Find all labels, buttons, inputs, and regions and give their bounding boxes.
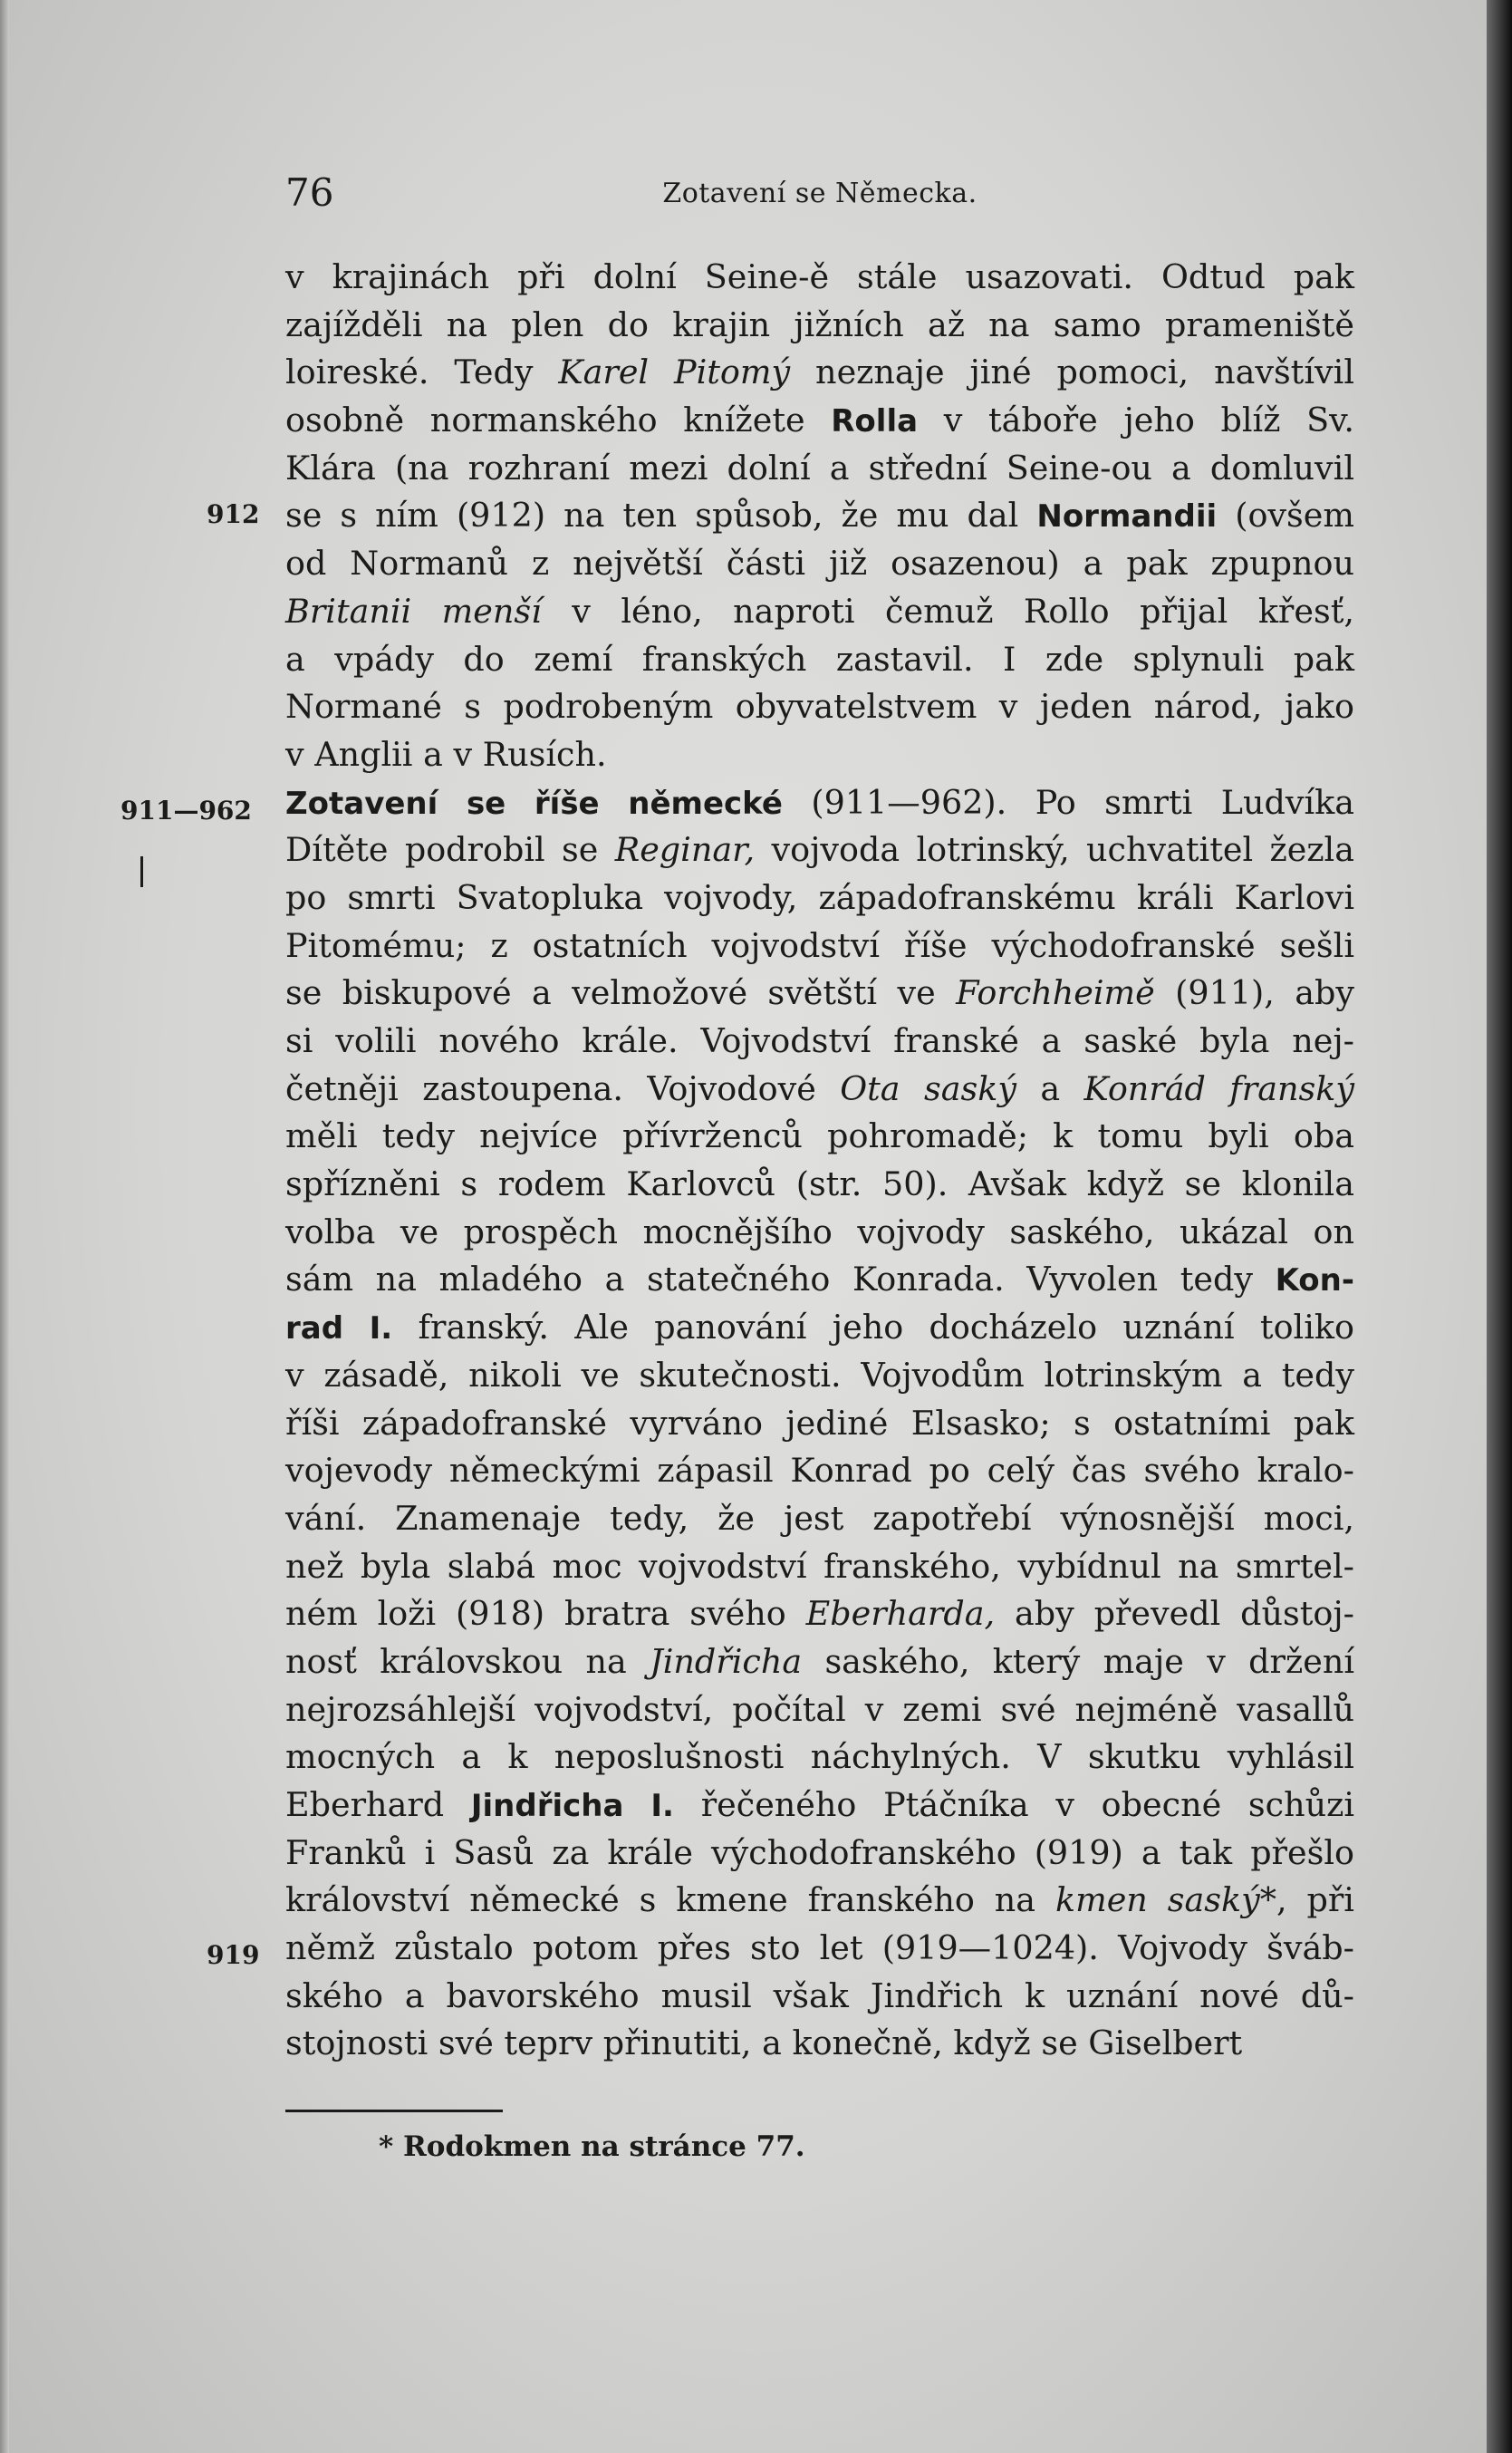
- text-line: [285, 349, 1354, 397]
- text-line: [285, 302, 1354, 350]
- text-line: [285, 1304, 1354, 1352]
- text-run: četněji zastoupena. Vojvodové: [285, 1068, 841, 1108]
- italic-text: Jindřicha: [650, 1641, 803, 1681]
- text-run: vojvoda lotrinský, uchvatitel žezla: [755, 830, 1354, 870]
- margin-note-919: 919: [207, 1940, 260, 1970]
- text-run: neznaje jiné pomoci, navštívil: [790, 352, 1354, 392]
- text-line: [285, 1495, 1354, 1543]
- text-run: osobně normanského knížete: [285, 401, 832, 440]
- bold-text: Jindřicha I.: [470, 1788, 674, 1824]
- text-run: Franků i Sasů za krále východofranského (919) a tak přešlo: [285, 1832, 1354, 1872]
- italic-text: Forchheimě: [956, 973, 1155, 1013]
- text-line: [285, 445, 1354, 493]
- italic-text: kmen saský*: [1055, 1880, 1276, 1920]
- text-run: aby převedl důstoj-: [995, 1594, 1354, 1634]
- text-run: v táboře jeho blíž Sv.: [918, 401, 1354, 440]
- text-run: (911), aby: [1154, 973, 1355, 1013]
- italic-text: Britanii menší: [285, 591, 542, 631]
- page-number: 76: [285, 170, 334, 215]
- text-run: v Anglii a v Rusích.: [285, 734, 607, 774]
- text-line: [285, 731, 1354, 779]
- text-line: [285, 1973, 1354, 2021]
- text-run: říši západofranské vyrváno jediné Elsasko; s ostatními pak: [285, 1403, 1354, 1443]
- text-run: po smrti Svatopluka vojvody, západofranskému králi Karlovi: [285, 877, 1354, 917]
- text-line: [285, 397, 1354, 445]
- text-line: [285, 1161, 1354, 1209]
- text-line: [285, 1018, 1354, 1066]
- text-line: [285, 1925, 1354, 1973]
- text-line: [285, 636, 1354, 684]
- italic-text: Reginar,: [614, 830, 756, 870]
- text-line: [285, 1830, 1354, 1878]
- text-line: [285, 254, 1354, 302]
- text-line: [285, 826, 1354, 874]
- text-run: měli tedy nejvíce přívrženců pohromadě; k tomu byli oba: [285, 1116, 1354, 1156]
- text-run: v zásadě, nikoli ve skutečnosti. Vojvodům lotrinským a tedy: [285, 1355, 1354, 1395]
- italic-text: Ota saský: [840, 1068, 1016, 1108]
- text-run: saského, který maje v držení: [802, 1641, 1354, 1681]
- text-run: ského a bavorského musil však Jindřich k uznání nové dů-: [285, 1975, 1354, 2015]
- italic-text: Karel Pitomý: [558, 352, 791, 392]
- text-run: (ovšem: [1217, 496, 1354, 536]
- text-run: loireské. Tedy: [285, 352, 559, 392]
- text-run: Dítěte podrobil se: [285, 830, 615, 870]
- page-left-edge: [0, 0, 9, 2453]
- text-line: [285, 1734, 1354, 1782]
- text-line: [285, 540, 1354, 588]
- text-run: Pitomému; z ostatních vojvodství říše východofranské sešli: [285, 925, 1354, 965]
- italic-text: Eberharda,: [805, 1594, 996, 1634]
- text-run: stojnosti své teprv přinutiti, a konečně, když se Giselbert: [285, 2023, 1243, 2063]
- text-run: se s ním (912) na ten spůsob, že mu dal: [285, 496, 1037, 536]
- footnote: * Rodokmen na stránce 77.: [379, 2130, 805, 2163]
- text-line: [285, 1543, 1354, 1591]
- text-line: [285, 1590, 1354, 1638]
- text-run: nejrozsáhlejší vojvodství, počítal v zemi své nejméně vasallů: [285, 1689, 1354, 1729]
- text-line: [285, 1352, 1354, 1400]
- text-line: [285, 874, 1354, 922]
- footnote-rule: [285, 2110, 503, 2112]
- text-line: [285, 1447, 1354, 1495]
- text-run: si volili nového krále. Vojvodství franské a saské byla nej-: [285, 1021, 1354, 1060]
- text-run: vání. Znamenaje tedy, že jest zapotřebí výnosnější moci,: [285, 1498, 1354, 1538]
- bold-text: rad I.: [285, 1310, 393, 1347]
- text-line: [285, 1782, 1354, 1830]
- italic-text: Konrád franský: [1083, 1068, 1354, 1108]
- text-line: [285, 970, 1354, 1018]
- text-run: a vpády do zemí franských zastavil. I zde splynuli pak: [285, 639, 1354, 679]
- bold-text: Normandii: [1036, 498, 1218, 536]
- text-line: [285, 1113, 1354, 1161]
- margin-note-911-962: 911—962: [120, 796, 252, 826]
- text-run: království německé s kmene franského na: [285, 1880, 1055, 1920]
- text-line: [285, 779, 1354, 827]
- text-run: vojevody německými zápasil Konrad po celý čas svého kralo-: [285, 1451, 1354, 1491]
- margin-note-912: 912: [207, 499, 260, 529]
- text-run: ném loži (918) bratra svého: [285, 1594, 806, 1634]
- margin-mark: [140, 856, 143, 887]
- text-run: spřízněni s rodem Karlovců (str. 50). Avšak když se klonila: [285, 1164, 1354, 1204]
- text-run: v krajinách při dolní Seine-ě stále usazovati. Odtud pak: [285, 257, 1354, 296]
- text-run: zajížděli na plen do krajin jižních až na samo prameniště: [285, 304, 1354, 344]
- text-line: [285, 1877, 1354, 1925]
- text-run: v léno, naproti čemuž Rollo přijal křesť,: [541, 591, 1354, 631]
- bold-text: Rolla: [831, 403, 919, 440]
- text-run: volba ve prospěch mocnějšího vojvody saského, ukázal on: [285, 1212, 1354, 1251]
- text-run: se biskupové a velmožové světští ve: [285, 973, 957, 1013]
- text-run: Normané s podrobeným obyvatelstvem v jeden národ, jako: [285, 687, 1354, 727]
- text-line: [285, 683, 1354, 731]
- text-run: sám na mladého a statečného Konrada. Vyvolen tedy: [285, 1260, 1276, 1299]
- text-run: franský. Ale panování jeho docházelo uznání toliko: [392, 1308, 1354, 1347]
- text-run: němž zůstalo potom přes sto let (919—1024). Vojvody šváb-: [285, 1928, 1354, 1968]
- running-head: Zotavení se Německa.: [662, 178, 978, 209]
- text-line: [285, 922, 1354, 971]
- text-run: od Normanů z největší části již osazenou) a pak zpupnou: [285, 544, 1354, 584]
- text-run: Eberhard: [285, 1785, 471, 1824]
- text-line: [285, 492, 1354, 540]
- text-line: [285, 1209, 1354, 1257]
- text-run: (911—962). Po smrti Ludvíka: [782, 782, 1355, 822]
- page-right-edge: [1487, 0, 1512, 2453]
- body-text: [285, 254, 1354, 2068]
- page-header: [285, 170, 1354, 225]
- text-line: [285, 1638, 1354, 1686]
- text-run: nosť královskou na: [285, 1641, 650, 1681]
- text-run: než byla slabá moc vojvodství franského, vybídnul na smrtel-: [285, 1546, 1354, 1586]
- text-run: a: [1016, 1068, 1084, 1108]
- bold-text: Kon-: [1275, 1262, 1354, 1299]
- text-line: [285, 588, 1354, 636]
- text-run: řečeného Ptáčníka v obecné schůzi: [673, 1785, 1354, 1824]
- text-line: [285, 1400, 1354, 1448]
- text-line: [285, 1256, 1354, 1304]
- bold-text: Zotavení se říše německé: [285, 785, 783, 822]
- text-line: [285, 1686, 1354, 1734]
- text-run: Klára (na rozhraní mezi dolní a střední Seine-ou a domluvil: [285, 448, 1354, 488]
- text-run: , při: [1276, 1880, 1354, 1920]
- text-line: [285, 2020, 1354, 2068]
- text-run: mocných a k neposlušnosti náchylných. V skutku vyhlásil: [285, 1737, 1354, 1777]
- text-line: [285, 1066, 1354, 1114]
